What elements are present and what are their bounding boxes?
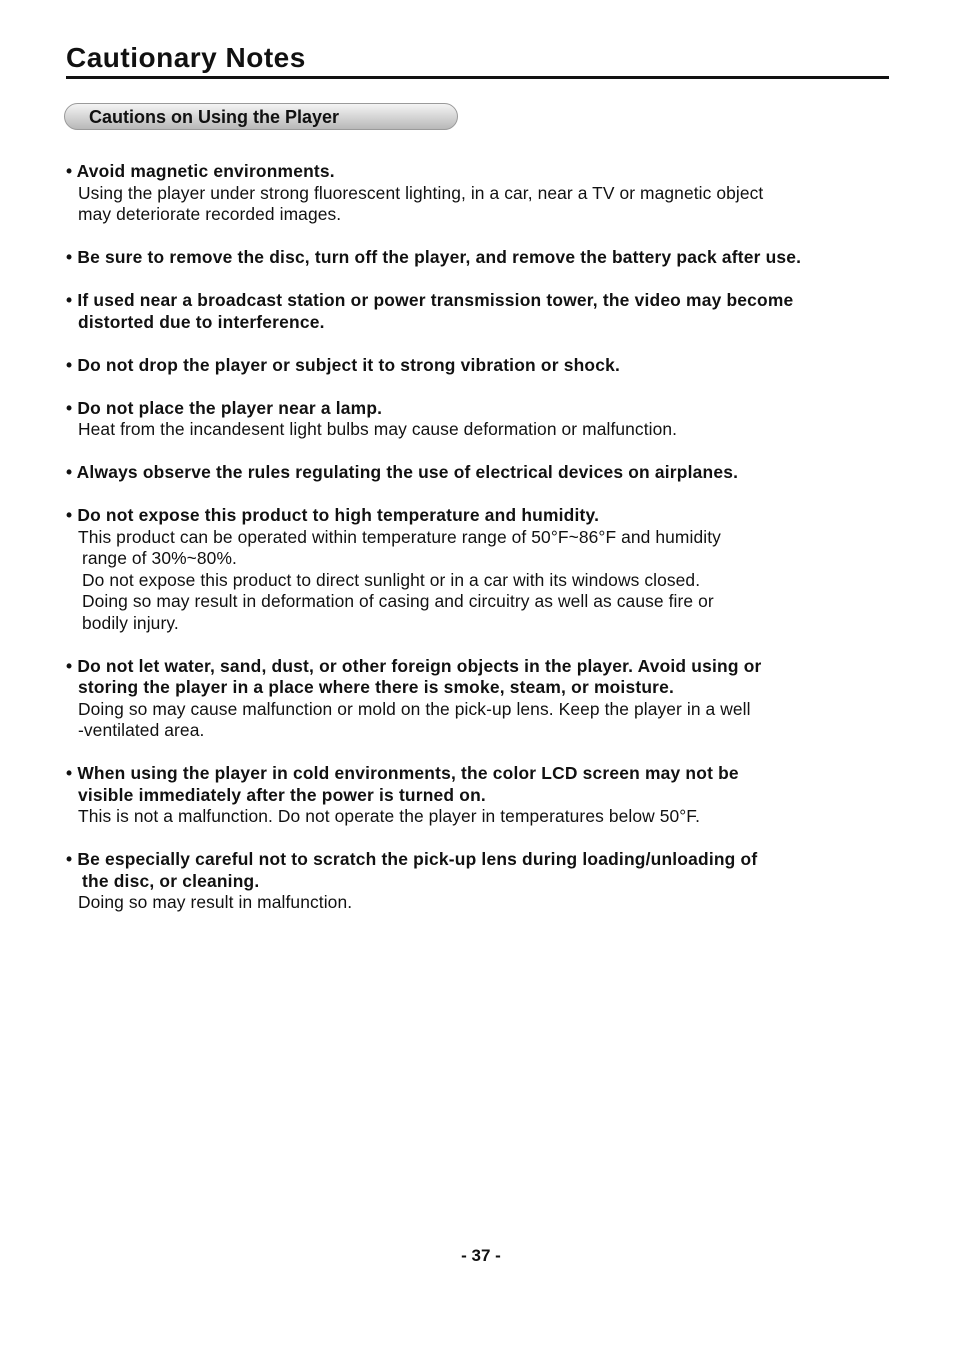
caution-item-broadcast [66, 290, 906, 333]
caution-item-temperature [66, 505, 906, 634]
caution-heading: storing the player in a place where there is smoke, steam, or moisture. [78, 677, 675, 697]
caution-body: This is not a malfunction. Do not operate the player in temperatures below 50°F. [78, 806, 701, 826]
caution-heading: • Avoid magnetic environments. [66, 161, 335, 181]
caution-item-cold [66, 763, 906, 828]
caution-item-lamp [66, 398, 906, 441]
caution-body: may deteriorate recorded images. [78, 204, 342, 224]
caution-heading: • Be especially careful not to scratch the pick-up lens during loading/unloading of [66, 849, 758, 869]
caution-heading: • Always observe the rules regulating the use of electrical devices on airplanes. [66, 462, 739, 482]
caution-item-remove-disc [66, 247, 906, 269]
caution-body: Doing so may result in deformation of casing and circuitry as well as cause fire or [82, 591, 714, 611]
caution-heading: • When using the player in cold environments, the color LCD screen may not be [66, 763, 739, 783]
caution-heading: • Be sure to remove the disc, turn off the player, and remove the battery pack after use. [66, 247, 802, 267]
caution-body: -ventilated area. [78, 720, 205, 740]
caution-heading: • Do not expose this product to high temperature and humidity. [66, 505, 600, 525]
caution-heading: • Do not let water, sand, dust, or other foreign objects in the player. Avoid using or [66, 655, 762, 676]
caution-heading: visible immediately after the power is turned on. [78, 784, 486, 805]
caution-item-magnetic [66, 161, 906, 226]
caution-body: bodily injury. [82, 612, 179, 633]
caution-heading: the disc, or cleaning. [82, 870, 260, 891]
caution-body: range of 30%~80%. [82, 548, 237, 568]
caution-list [66, 161, 906, 935]
caution-body: Doing so may cause malfunction or mold on the pick-up lens. Keep the player in a well [78, 698, 751, 719]
caution-body: Do not expose this product to direct sunlight or in a car with its windows closed. [82, 569, 701, 590]
caution-heading: • Do not place the player near a lamp. [66, 397, 383, 418]
page-number: - 37 - [461, 1246, 501, 1265]
caution-body: This product can be operated within temperature range of 50°F~86°F and humidity [78, 526, 721, 547]
caution-heading: • Do not drop the player or subject it to strong vibration or shock. [66, 354, 621, 375]
caution-heading: • If used near a broadcast station or power transmission tower, the video may become [66, 290, 794, 310]
caution-heading: distorted due to interference. [78, 311, 325, 332]
caution-item-pickup-lens [66, 849, 906, 914]
caution-body: Heat from the incandesent light bulbs may cause deformation or malfunction. [78, 419, 678, 439]
caution-item-airplanes [66, 462, 906, 484]
section-title: Cautions on Using the Player [89, 107, 340, 127]
caution-body: Using the player under strong fluorescent lighting, in a car, near a TV or magnetic object [78, 182, 764, 203]
page-title: Cautionary Notes [66, 42, 306, 73]
caution-body: Doing so may result in malfunction. [78, 892, 353, 912]
title-divider [66, 76, 889, 79]
caution-item-foreign-objects [66, 656, 906, 742]
caution-item-drop [66, 355, 906, 377]
section-header [64, 103, 458, 130]
